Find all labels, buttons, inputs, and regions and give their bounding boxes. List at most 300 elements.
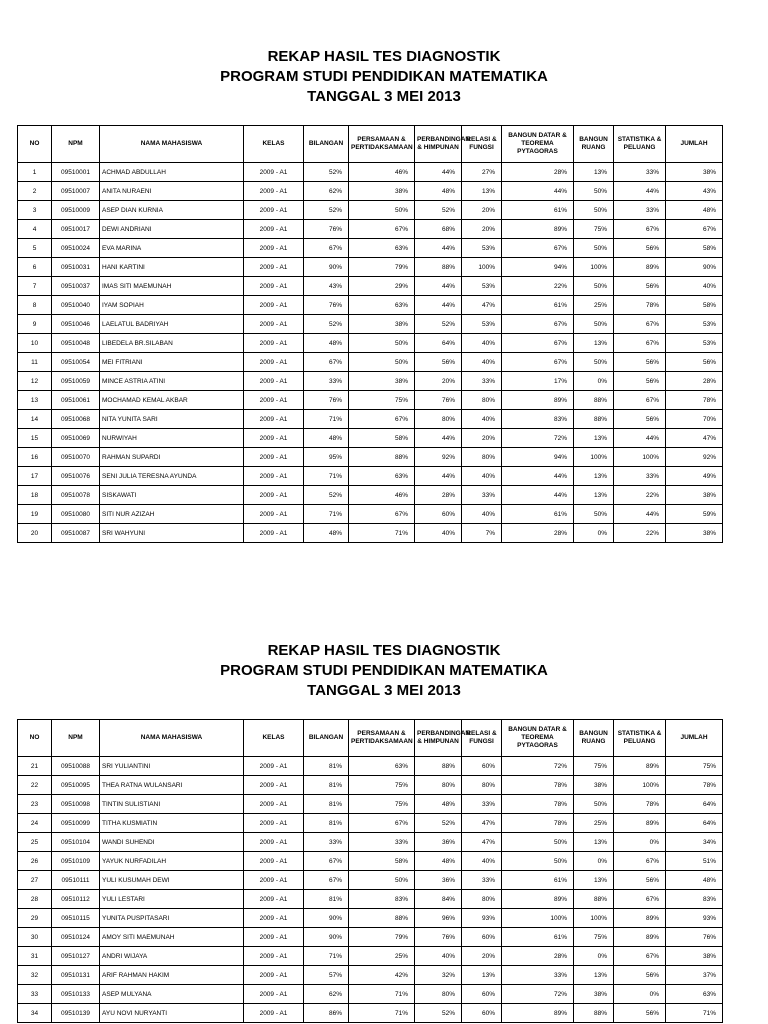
- cell-kelas: 2009 - A1: [244, 353, 304, 372]
- cell-statistika: 78%: [614, 296, 666, 315]
- table-row: [18, 871, 723, 890]
- cell-statistika: 89%: [614, 909, 666, 928]
- table-row: [18, 833, 723, 852]
- cell-jumlah: 48%: [666, 871, 723, 890]
- cell-no: 11: [18, 353, 52, 372]
- cell-bangun-datar: 67%: [502, 334, 574, 353]
- cell-nama: IMAS SITI MAEMUNAH: [100, 277, 244, 296]
- cell-bangun-ruang: 50%: [574, 182, 614, 201]
- cell-no: 34: [18, 1004, 52, 1023]
- cell-kelas: 2009 - A1: [244, 985, 304, 1004]
- cell-persamaan: 63%: [349, 467, 415, 486]
- cell-no: 28: [18, 890, 52, 909]
- cell-kelas: 2009 - A1: [244, 258, 304, 277]
- cell-perbandingan: 40%: [415, 947, 462, 966]
- cell-no: 20: [18, 524, 52, 543]
- cell-bangun-datar: 61%: [502, 505, 574, 524]
- cell-perbandingan: 32%: [415, 966, 462, 985]
- cell-jumlah: 67%: [666, 220, 723, 239]
- cell-jumlah: 43%: [666, 182, 723, 201]
- cell-relasi: 40%: [462, 353, 502, 372]
- cell-no: 29: [18, 909, 52, 928]
- header-bilangan: BILANGAN: [304, 720, 349, 757]
- cell-persamaan: 67%: [349, 220, 415, 239]
- cell-npm: 09510048: [52, 334, 100, 353]
- cell-bangun-datar: 44%: [502, 467, 574, 486]
- cell-bilangan: 57%: [304, 966, 349, 985]
- cell-bilangan: 81%: [304, 814, 349, 833]
- cell-jumlah: 56%: [666, 353, 723, 372]
- title-line-1: REKAP HASIL TES DIAGNOSTIK: [267, 48, 501, 65]
- cell-bilangan: 62%: [304, 985, 349, 1004]
- cell-bangun-ruang: 50%: [574, 505, 614, 524]
- table-row: [18, 429, 723, 448]
- cell-statistika: 56%: [614, 372, 666, 391]
- cell-relasi: 20%: [462, 947, 502, 966]
- cell-no: 21: [18, 757, 52, 776]
- cell-relasi: 40%: [462, 852, 502, 871]
- header-jumlah: JUMLAH: [666, 126, 723, 163]
- cell-bangun-ruang: 25%: [574, 296, 614, 315]
- cell-statistika: 67%: [614, 220, 666, 239]
- cell-jumlah: 53%: [666, 315, 723, 334]
- cell-bilangan: 67%: [304, 852, 349, 871]
- cell-bilangan: 90%: [304, 258, 349, 277]
- header-npm: NPM: [52, 720, 100, 757]
- cell-bilangan: 86%: [304, 1004, 349, 1023]
- cell-kelas: 2009 - A1: [244, 391, 304, 410]
- cell-persamaan: 25%: [349, 947, 415, 966]
- header-relasi: RELASI & FUNGSI: [462, 126, 502, 163]
- cell-kelas: 2009 - A1: [244, 334, 304, 353]
- cell-relasi: 47%: [462, 833, 502, 852]
- cell-nama: MOCHAMAD KEMAL AKBAR: [100, 391, 244, 410]
- cell-relasi: 80%: [462, 776, 502, 795]
- header-nama: NAMA MAHASISWA: [100, 126, 244, 163]
- table-row: [18, 277, 723, 296]
- header-bangun-datar: BANGUN DATAR & TEOREMA PYTAGORAS: [502, 720, 574, 757]
- cell-kelas: 2009 - A1: [244, 315, 304, 334]
- cell-nama: ARIF RAHMAN HAKIM: [100, 966, 244, 985]
- cell-jumlah: 93%: [666, 909, 723, 928]
- cell-bilangan: 81%: [304, 776, 349, 795]
- header-bangun-ruang: BANGUN RUANG: [574, 126, 614, 163]
- cell-no: 22: [18, 776, 52, 795]
- cell-statistika: 0%: [614, 985, 666, 1004]
- title-line-3: TANGGAL 3 MEI 2013: [307, 88, 461, 105]
- cell-relasi: 40%: [462, 505, 502, 524]
- cell-kelas: 2009 - A1: [244, 890, 304, 909]
- table-row: [18, 947, 723, 966]
- cell-nama: LAELATUL BADRIYAH: [100, 315, 244, 334]
- cell-perbandingan: 52%: [415, 315, 462, 334]
- table-row: [18, 163, 723, 182]
- cell-no: 26: [18, 852, 52, 871]
- cell-npm: 09510061: [52, 391, 100, 410]
- cell-relasi: 20%: [462, 201, 502, 220]
- cell-persamaan: 46%: [349, 163, 415, 182]
- cell-relasi: 13%: [462, 182, 502, 201]
- cell-bangun-ruang: 0%: [574, 852, 614, 871]
- cell-nama: THEA RATNA WULANSARI: [100, 776, 244, 795]
- results-table-2: [17, 719, 723, 1023]
- table-row: [18, 372, 723, 391]
- cell-bangun-ruang: 38%: [574, 776, 614, 795]
- cell-bilangan: 90%: [304, 909, 349, 928]
- cell-bilangan: 33%: [304, 833, 349, 852]
- cell-bilangan: 81%: [304, 890, 349, 909]
- cell-bangun-datar: 78%: [502, 814, 574, 833]
- cell-bangun-ruang: 75%: [574, 220, 614, 239]
- cell-no: 12: [18, 372, 52, 391]
- cell-perbandingan: 36%: [415, 833, 462, 852]
- cell-no: 30: [18, 928, 52, 947]
- cell-nama: YULI KUSUMAH DEWI: [100, 871, 244, 890]
- cell-nama: RAHMAN SUPARDI: [100, 448, 244, 467]
- cell-no: 2: [18, 182, 52, 201]
- cell-persamaan: 46%: [349, 486, 415, 505]
- cell-bilangan: 71%: [304, 505, 349, 524]
- cell-bangun-datar: 94%: [502, 448, 574, 467]
- cell-persamaan: 75%: [349, 391, 415, 410]
- cell-perbandingan: 28%: [415, 486, 462, 505]
- cell-perbandingan: 76%: [415, 391, 462, 410]
- cell-statistika: 56%: [614, 239, 666, 258]
- cell-perbandingan: 40%: [415, 524, 462, 543]
- cell-bilangan: 43%: [304, 277, 349, 296]
- cell-bangun-ruang: 13%: [574, 966, 614, 985]
- cell-jumlah: 71%: [666, 1004, 723, 1023]
- cell-nama: AMOY SITI MAEMUNAH: [100, 928, 244, 947]
- cell-bilangan: 48%: [304, 429, 349, 448]
- cell-jumlah: 78%: [666, 776, 723, 795]
- cell-statistika: 44%: [614, 429, 666, 448]
- header-kelas: KELAS: [244, 720, 304, 757]
- title-line-2: PROGRAM STUDI PENDIDIKAN MATEMATIKA: [220, 662, 548, 679]
- cell-persamaan: 71%: [349, 985, 415, 1004]
- cell-perbandingan: 80%: [415, 985, 462, 1004]
- cell-no: 5: [18, 239, 52, 258]
- cell-npm: 09510139: [52, 1004, 100, 1023]
- cell-persamaan: 88%: [349, 448, 415, 467]
- cell-npm: 09510037: [52, 277, 100, 296]
- cell-perbandingan: 52%: [415, 201, 462, 220]
- table-row: [18, 966, 723, 985]
- header-persamaan: PERSAMAAN & PERTIDAKSAMAAN: [349, 126, 415, 163]
- cell-npm: 09510127: [52, 947, 100, 966]
- cell-statistika: 67%: [614, 391, 666, 410]
- table-row: [18, 985, 723, 1004]
- cell-bilangan: 76%: [304, 391, 349, 410]
- cell-persamaan: 38%: [349, 372, 415, 391]
- table-row: [18, 909, 723, 928]
- header-no: NO: [18, 126, 52, 163]
- header-relasi: RELASI & FUNGSI: [462, 720, 502, 757]
- cell-bilangan: 52%: [304, 163, 349, 182]
- cell-perbandingan: 48%: [415, 182, 462, 201]
- cell-persamaan: 75%: [349, 795, 415, 814]
- cell-npm: 09510099: [52, 814, 100, 833]
- cell-bangun-ruang: 100%: [574, 258, 614, 277]
- cell-perbandingan: 48%: [415, 795, 462, 814]
- cell-nama: YULI LESTARI: [100, 890, 244, 909]
- cell-kelas: 2009 - A1: [244, 852, 304, 871]
- cell-no: 27: [18, 871, 52, 890]
- cell-kelas: 2009 - A1: [244, 182, 304, 201]
- cell-npm: 09510078: [52, 486, 100, 505]
- cell-nama: DEWI ANDRIANI: [100, 220, 244, 239]
- cell-persamaan: 50%: [349, 334, 415, 353]
- cell-bangun-datar: 22%: [502, 277, 574, 296]
- header-perbandingan: PERBANDINGAN & HIMPUNAN: [415, 720, 462, 757]
- cell-jumlah: 90%: [666, 258, 723, 277]
- cell-bangun-datar: 78%: [502, 776, 574, 795]
- cell-jumlah: 75%: [666, 757, 723, 776]
- cell-bangun-ruang: 50%: [574, 201, 614, 220]
- cell-relasi: 80%: [462, 448, 502, 467]
- cell-bangun-datar: 33%: [502, 966, 574, 985]
- cell-npm: 09510088: [52, 757, 100, 776]
- cell-bangun-datar: 94%: [502, 258, 574, 277]
- cell-perbandingan: 52%: [415, 814, 462, 833]
- cell-npm: 09510046: [52, 315, 100, 334]
- cell-persamaan: 29%: [349, 277, 415, 296]
- results-table-1: [17, 125, 723, 543]
- cell-bilangan: 71%: [304, 410, 349, 429]
- cell-bilangan: 76%: [304, 220, 349, 239]
- cell-statistika: 89%: [614, 757, 666, 776]
- cell-relasi: 40%: [462, 334, 502, 353]
- cell-bangun-datar: 44%: [502, 182, 574, 201]
- cell-statistika: 89%: [614, 928, 666, 947]
- cell-perbandingan: 36%: [415, 871, 462, 890]
- cell-no: 14: [18, 410, 52, 429]
- cell-relasi: 53%: [462, 277, 502, 296]
- cell-bangun-datar: 50%: [502, 852, 574, 871]
- table-row: [18, 391, 723, 410]
- cell-npm: 09510098: [52, 795, 100, 814]
- cell-bilangan: 33%: [304, 372, 349, 391]
- cell-relasi: 47%: [462, 296, 502, 315]
- cell-jumlah: 58%: [666, 239, 723, 258]
- header-bangun-ruang: BANGUN RUANG: [574, 720, 614, 757]
- table-row: [18, 315, 723, 334]
- cell-npm: 09510124: [52, 928, 100, 947]
- cell-perbandingan: 44%: [415, 429, 462, 448]
- cell-jumlah: 53%: [666, 334, 723, 353]
- cell-kelas: 2009 - A1: [244, 163, 304, 182]
- cell-no: 24: [18, 814, 52, 833]
- cell-kelas: 2009 - A1: [244, 1004, 304, 1023]
- cell-npm: 09510001: [52, 163, 100, 182]
- cell-kelas: 2009 - A1: [244, 871, 304, 890]
- cell-nama: ANDRI WIJAYA: [100, 947, 244, 966]
- cell-bilangan: 67%: [304, 353, 349, 372]
- cell-kelas: 2009 - A1: [244, 795, 304, 814]
- cell-perbandingan: 60%: [415, 505, 462, 524]
- cell-statistika: 56%: [614, 410, 666, 429]
- cell-perbandingan: 96%: [415, 909, 462, 928]
- cell-statistika: 100%: [614, 448, 666, 467]
- header-kelas: KELAS: [244, 126, 304, 163]
- cell-relasi: 60%: [462, 985, 502, 1004]
- table-row: [18, 220, 723, 239]
- header-statistika: STATISTIKA & PELUANG: [614, 126, 666, 163]
- cell-no: 6: [18, 258, 52, 277]
- cell-kelas: 2009 - A1: [244, 372, 304, 391]
- table-row: [18, 334, 723, 353]
- cell-persamaan: 71%: [349, 1004, 415, 1023]
- cell-no: 15: [18, 429, 52, 448]
- table-row: [18, 852, 723, 871]
- table-row: [18, 890, 723, 909]
- cell-persamaan: 50%: [349, 353, 415, 372]
- cell-relasi: 27%: [462, 163, 502, 182]
- cell-bangun-datar: 44%: [502, 486, 574, 505]
- cell-npm: 09510109: [52, 852, 100, 871]
- cell-bangun-datar: 17%: [502, 372, 574, 391]
- cell-persamaan: 42%: [349, 966, 415, 985]
- cell-perbandingan: 44%: [415, 277, 462, 296]
- cell-bangun-ruang: 88%: [574, 391, 614, 410]
- cell-bangun-ruang: 88%: [574, 1004, 614, 1023]
- header-perbandingan: PERBANDINGAN & HIMPUNAN: [415, 126, 462, 163]
- cell-bangun-datar: 28%: [502, 163, 574, 182]
- cell-relasi: 53%: [462, 239, 502, 258]
- cell-no: 16: [18, 448, 52, 467]
- cell-npm: 09510059: [52, 372, 100, 391]
- cell-perbandingan: 52%: [415, 1004, 462, 1023]
- cell-jumlah: 78%: [666, 391, 723, 410]
- cell-kelas: 2009 - A1: [244, 486, 304, 505]
- cell-bangun-ruang: 38%: [574, 985, 614, 1004]
- cell-npm: 09510080: [52, 505, 100, 524]
- cell-bangun-datar: 28%: [502, 524, 574, 543]
- cell-nama: WANDI SUHENDI: [100, 833, 244, 852]
- cell-statistika: 44%: [614, 182, 666, 201]
- cell-statistika: 22%: [614, 486, 666, 505]
- cell-relasi: 33%: [462, 372, 502, 391]
- cell-persamaan: 67%: [349, 410, 415, 429]
- cell-jumlah: 38%: [666, 947, 723, 966]
- cell-bilangan: 71%: [304, 947, 349, 966]
- cell-relasi: 33%: [462, 871, 502, 890]
- cell-npm: 09510017: [52, 220, 100, 239]
- cell-bangun-datar: 67%: [502, 353, 574, 372]
- cell-relasi: 60%: [462, 757, 502, 776]
- cell-bangun-ruang: 13%: [574, 467, 614, 486]
- cell-bangun-datar: 50%: [502, 833, 574, 852]
- cell-relasi: 60%: [462, 1004, 502, 1023]
- cell-bangun-datar: 72%: [502, 985, 574, 1004]
- cell-bangun-ruang: 100%: [574, 448, 614, 467]
- cell-bangun-datar: 83%: [502, 410, 574, 429]
- cell-bangun-ruang: 75%: [574, 757, 614, 776]
- cell-jumlah: 64%: [666, 814, 723, 833]
- cell-npm: 09510068: [52, 410, 100, 429]
- cell-jumlah: 59%: [666, 505, 723, 524]
- cell-jumlah: 40%: [666, 277, 723, 296]
- cell-statistika: 100%: [614, 776, 666, 795]
- cell-kelas: 2009 - A1: [244, 909, 304, 928]
- cell-relasi: 20%: [462, 220, 502, 239]
- cell-bangun-datar: 61%: [502, 296, 574, 315]
- cell-bangun-ruang: 50%: [574, 315, 614, 334]
- table-row: [18, 353, 723, 372]
- cell-kelas: 2009 - A1: [244, 947, 304, 966]
- cell-no: 25: [18, 833, 52, 852]
- cell-jumlah: 58%: [666, 296, 723, 315]
- cell-persamaan: 67%: [349, 814, 415, 833]
- cell-no: 31: [18, 947, 52, 966]
- cell-bangun-ruang: 88%: [574, 890, 614, 909]
- table-row: [18, 467, 723, 486]
- cell-no: 10: [18, 334, 52, 353]
- cell-jumlah: 70%: [666, 410, 723, 429]
- cell-bangun-ruang: 0%: [574, 947, 614, 966]
- cell-jumlah: 51%: [666, 852, 723, 871]
- cell-nama: IYAM SOPIAH: [100, 296, 244, 315]
- cell-bangun-ruang: 0%: [574, 524, 614, 543]
- cell-no: 32: [18, 966, 52, 985]
- cell-statistika: 56%: [614, 277, 666, 296]
- cell-npm: 09510076: [52, 467, 100, 486]
- cell-bangun-datar: 89%: [502, 1004, 574, 1023]
- cell-persamaan: 58%: [349, 852, 415, 871]
- cell-no: 8: [18, 296, 52, 315]
- cell-bangun-ruang: 13%: [574, 429, 614, 448]
- cell-relasi: 7%: [462, 524, 502, 543]
- table-row: [18, 448, 723, 467]
- table-row: [18, 757, 723, 776]
- cell-nama: YUNITA PUSPITASARI: [100, 909, 244, 928]
- cell-npm: 09510009: [52, 201, 100, 220]
- cell-statistika: 44%: [614, 505, 666, 524]
- header-jumlah: JUMLAH: [666, 720, 723, 757]
- cell-kelas: 2009 - A1: [244, 410, 304, 429]
- cell-kelas: 2009 - A1: [244, 239, 304, 258]
- header-nama: NAMA MAHASISWA: [100, 720, 244, 757]
- cell-relasi: 33%: [462, 486, 502, 505]
- cell-nama: NITA YUNITA SARI: [100, 410, 244, 429]
- cell-bangun-datar: 78%: [502, 795, 574, 814]
- cell-nama: ASEP DIAN KURNIA: [100, 201, 244, 220]
- cell-persamaan: 50%: [349, 871, 415, 890]
- cell-persamaan: 88%: [349, 909, 415, 928]
- cell-npm: 09510131: [52, 966, 100, 985]
- header-row: [18, 720, 723, 757]
- cell-npm: 09510111: [52, 871, 100, 890]
- cell-bilangan: 62%: [304, 182, 349, 201]
- cell-kelas: 2009 - A1: [244, 757, 304, 776]
- title-line-1: REKAP HASIL TES DIAGNOSTIK: [267, 642, 501, 659]
- cell-jumlah: 76%: [666, 928, 723, 947]
- cell-perbandingan: 56%: [415, 353, 462, 372]
- cell-npm: 09510024: [52, 239, 100, 258]
- title-line-2: PROGRAM STUDI PENDIDIKAN MATEMATIKA: [220, 68, 548, 85]
- cell-nama: ANITA NURAENI: [100, 182, 244, 201]
- cell-kelas: 2009 - A1: [244, 467, 304, 486]
- cell-bilangan: 81%: [304, 795, 349, 814]
- cell-kelas: 2009 - A1: [244, 776, 304, 795]
- cell-kelas: 2009 - A1: [244, 814, 304, 833]
- cell-bilangan: 48%: [304, 524, 349, 543]
- cell-bangun-ruang: 0%: [574, 372, 614, 391]
- cell-jumlah: 38%: [666, 486, 723, 505]
- cell-nama: SENI JULIA TERESNA AYUNDA: [100, 467, 244, 486]
- header-row: [18, 126, 723, 163]
- table-row: [18, 776, 723, 795]
